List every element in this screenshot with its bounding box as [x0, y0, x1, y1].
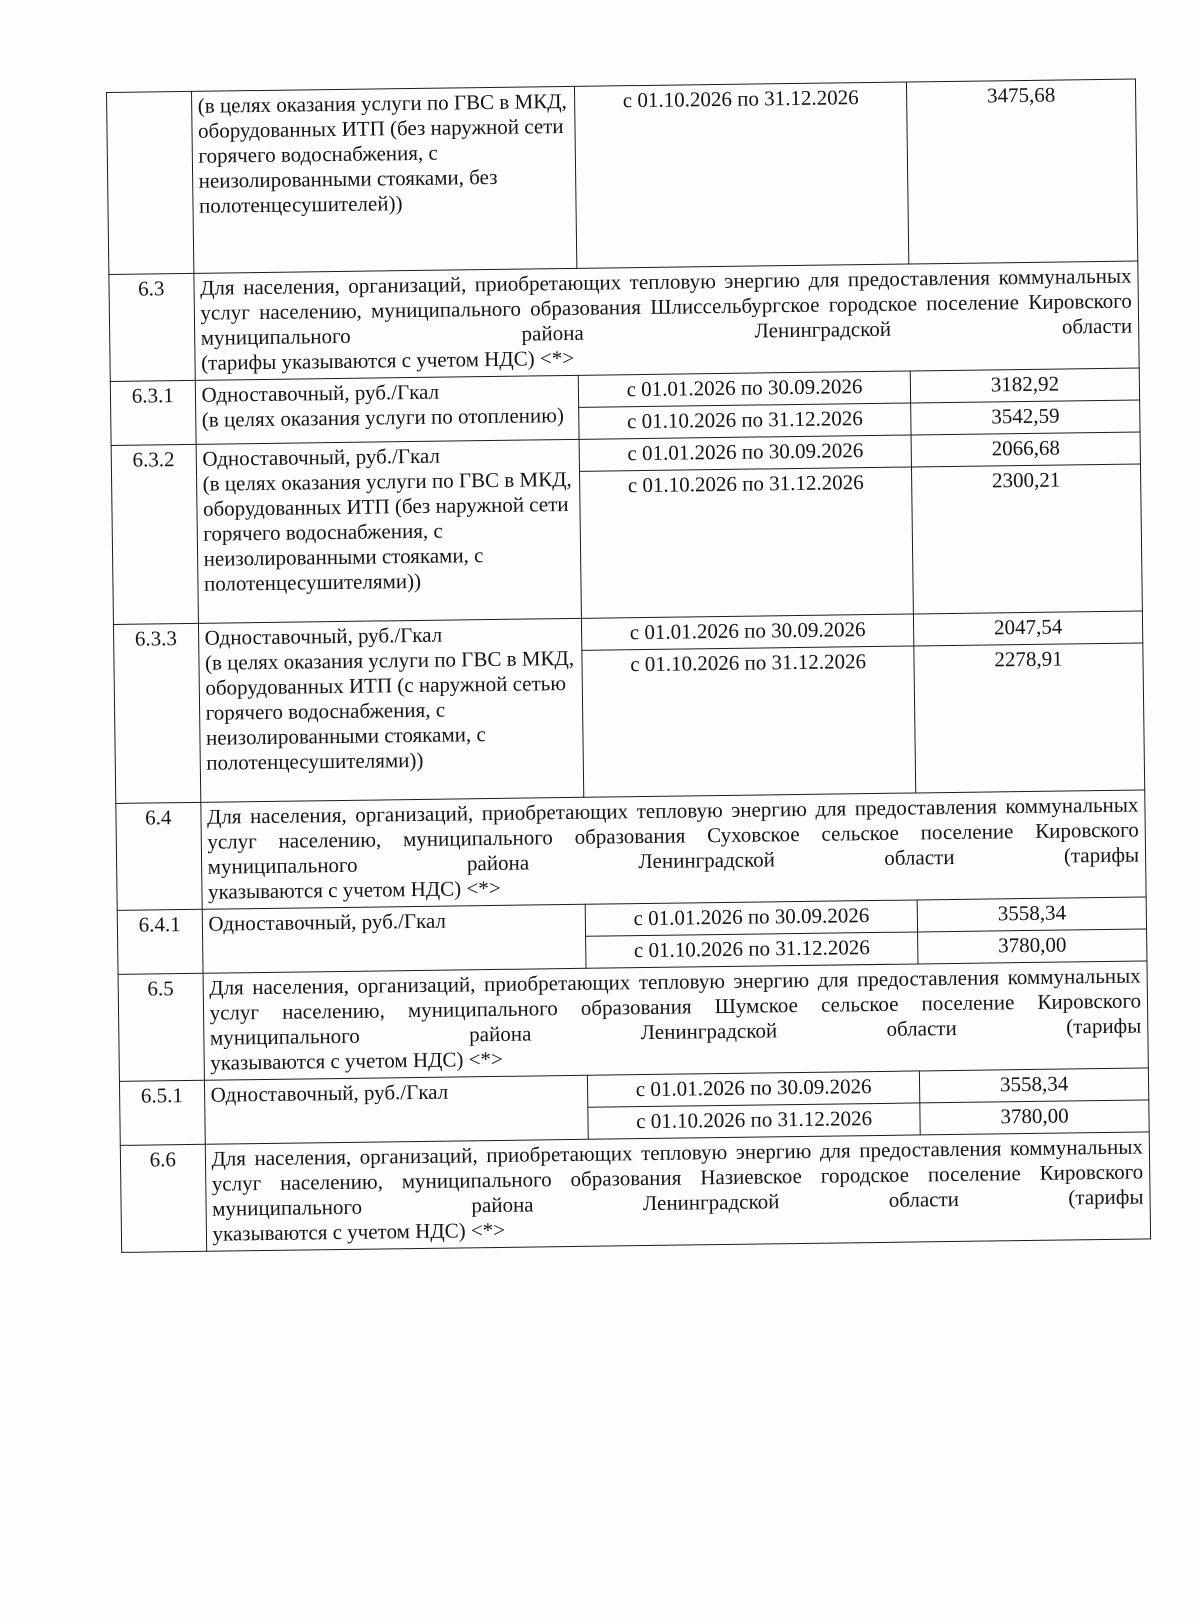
- section-number: 6.5: [118, 973, 204, 1081]
- tariff-value: 3558,34: [919, 1068, 1148, 1103]
- row-description: [195, 375, 579, 444]
- tariff-table: [106, 79, 1151, 1253]
- section-text: [200, 790, 1146, 909]
- section-number: 6.6: [120, 1144, 206, 1252]
- tariff-value: 3475,68: [907, 79, 1138, 264]
- row-description: [196, 439, 582, 623]
- section-text-main: Для населения, организаций, приобретающих тепловую энергию для предоставления коммунальных услуг населению, муниципального образования Назиевское городское поселение Кировского муниципального района Ленинградской области (тарифы: [211, 1134, 1144, 1221]
- section-row: [120, 1132, 1150, 1252]
- section-number: 6.3: [109, 273, 195, 381]
- row-title: Одноставочный, руб./Гкал: [210, 1079, 449, 1107]
- tariff-value: 3780,00: [918, 929, 1147, 964]
- section-text: [193, 261, 1139, 380]
- period-cell: с 01.10.2026 по 31.12.2026: [580, 467, 914, 618]
- tariff-value: 3780,00: [920, 1100, 1149, 1135]
- row-number: 6.5.1: [119, 1080, 204, 1145]
- tariff-value: 2278,91: [914, 643, 1145, 793]
- period-cell: с 01.01.2026 по 30.09.2026: [588, 1071, 920, 1107]
- section-text-tail: указываются с учетом НДС) <*>: [207, 875, 501, 904]
- section-text-main: Для населения, организаций, приобретающих тепловую энергию для предоставления коммунальных услуг населению, муниципального образования Шлиссельбургское городское поселение Кировского муниципального района Ленинградской области: [199, 263, 1133, 350]
- period-cell: с 01.01.2026 по 30.09.2026: [578, 371, 910, 407]
- tariff-value: 2066,68: [911, 432, 1140, 467]
- tariff-value: 2300,21: [912, 464, 1143, 614]
- section-row: [118, 961, 1148, 1081]
- row-number: 6.4.1: [117, 909, 202, 974]
- period-cell: с 01.10.2026 по 31.12.2026: [586, 932, 918, 968]
- row-number: 6.3.3: [113, 623, 200, 803]
- row-number: 6.3.2: [111, 444, 198, 624]
- period-cell: с 01.10.2026 по 31.12.2026: [575, 82, 909, 268]
- section-text-main: Для населения, организаций, приобретающих тепловую энергию для предоставления коммунальных услуг населению, муниципального образования Суховское сельское поселение Кировского муниципального района Ленинградской области (тарифы: [206, 792, 1140, 879]
- section-row: [116, 790, 1146, 910]
- tariff-table-body: [107, 79, 1151, 1252]
- period-cell: с 01.10.2026 по 31.12.2026: [579, 403, 911, 439]
- row-description: (в целях оказания услуги по ГВС в МКД, оборудованных ИТП (без наружной сети горячего водоснабжения, с неизолированными стояками, без полотенцесушителей)): [191, 86, 577, 273]
- row-description: [198, 618, 584, 802]
- tariff-value: 3182,92: [910, 368, 1139, 403]
- row-title: Одноставочный, руб./Гкал: [204, 622, 443, 650]
- row-note: (в целях оказания услуги по ГВС в МКД, оборудованных ИТП (без наружной сети горячего водоснабжения, с неизолированными стояками, с полотенцесушителями)): [202, 466, 572, 596]
- period-cell: с 01.01.2026 по 30.09.2026: [579, 435, 911, 471]
- period-cell: с 01.01.2026 по 30.09.2026: [582, 614, 914, 650]
- row-description: [202, 904, 586, 973]
- row-note: (в целях оказания услуги по отоплению): [201, 403, 565, 432]
- section-text-tail: указываются с учетом НДС) <*>: [210, 1046, 503, 1075]
- table-row-continued: [107, 79, 1138, 274]
- row-note: (в целях оказания услуги по ГВС в МКД, оборудованных ИТП (с наружной сетью горячего водоснабжения, с неизолированными стояками, с полотенцесушителями)): [204, 645, 575, 775]
- section-text-main: Для населения, организаций, приобретающих тепловую энергию для предоставления коммунальных услуг населению, муниципального образования Шумское сельское поселение Кировского муниципального района Ленинградской области (тарифы: [209, 963, 1142, 1050]
- period-cell: с 01.01.2026 по 30.09.2026: [585, 900, 917, 936]
- row-number-cell: [107, 91, 194, 274]
- row-description: [204, 1075, 588, 1144]
- tariff-value: 3542,59: [911, 400, 1140, 435]
- section-text: [203, 961, 1149, 1080]
- section-row: [109, 261, 1139, 381]
- tariff-value: 2047,54: [913, 611, 1142, 646]
- period-cell: с 01.10.2026 по 31.12.2026: [588, 1103, 920, 1139]
- period-cell: с 01.10.2026 по 31.12.2026: [582, 646, 916, 797]
- section-text: [205, 1132, 1151, 1251]
- section-text-tail: указываются с учетом НДС) <*>: [212, 1217, 506, 1246]
- section-text-tail: (тарифы указываются с учетом НДС) <*>: [200, 345, 575, 375]
- row-title: Одноставочный, руб./Гкал: [202, 443, 441, 471]
- tariff-value: 3558,34: [917, 897, 1146, 932]
- row-title: Одноставочный, руб./Гкал: [208, 908, 447, 936]
- row-number: 6.3.1: [110, 380, 195, 445]
- row-title: Одноставочный, руб./Гкал: [201, 379, 440, 407]
- section-number: 6.4: [116, 802, 202, 910]
